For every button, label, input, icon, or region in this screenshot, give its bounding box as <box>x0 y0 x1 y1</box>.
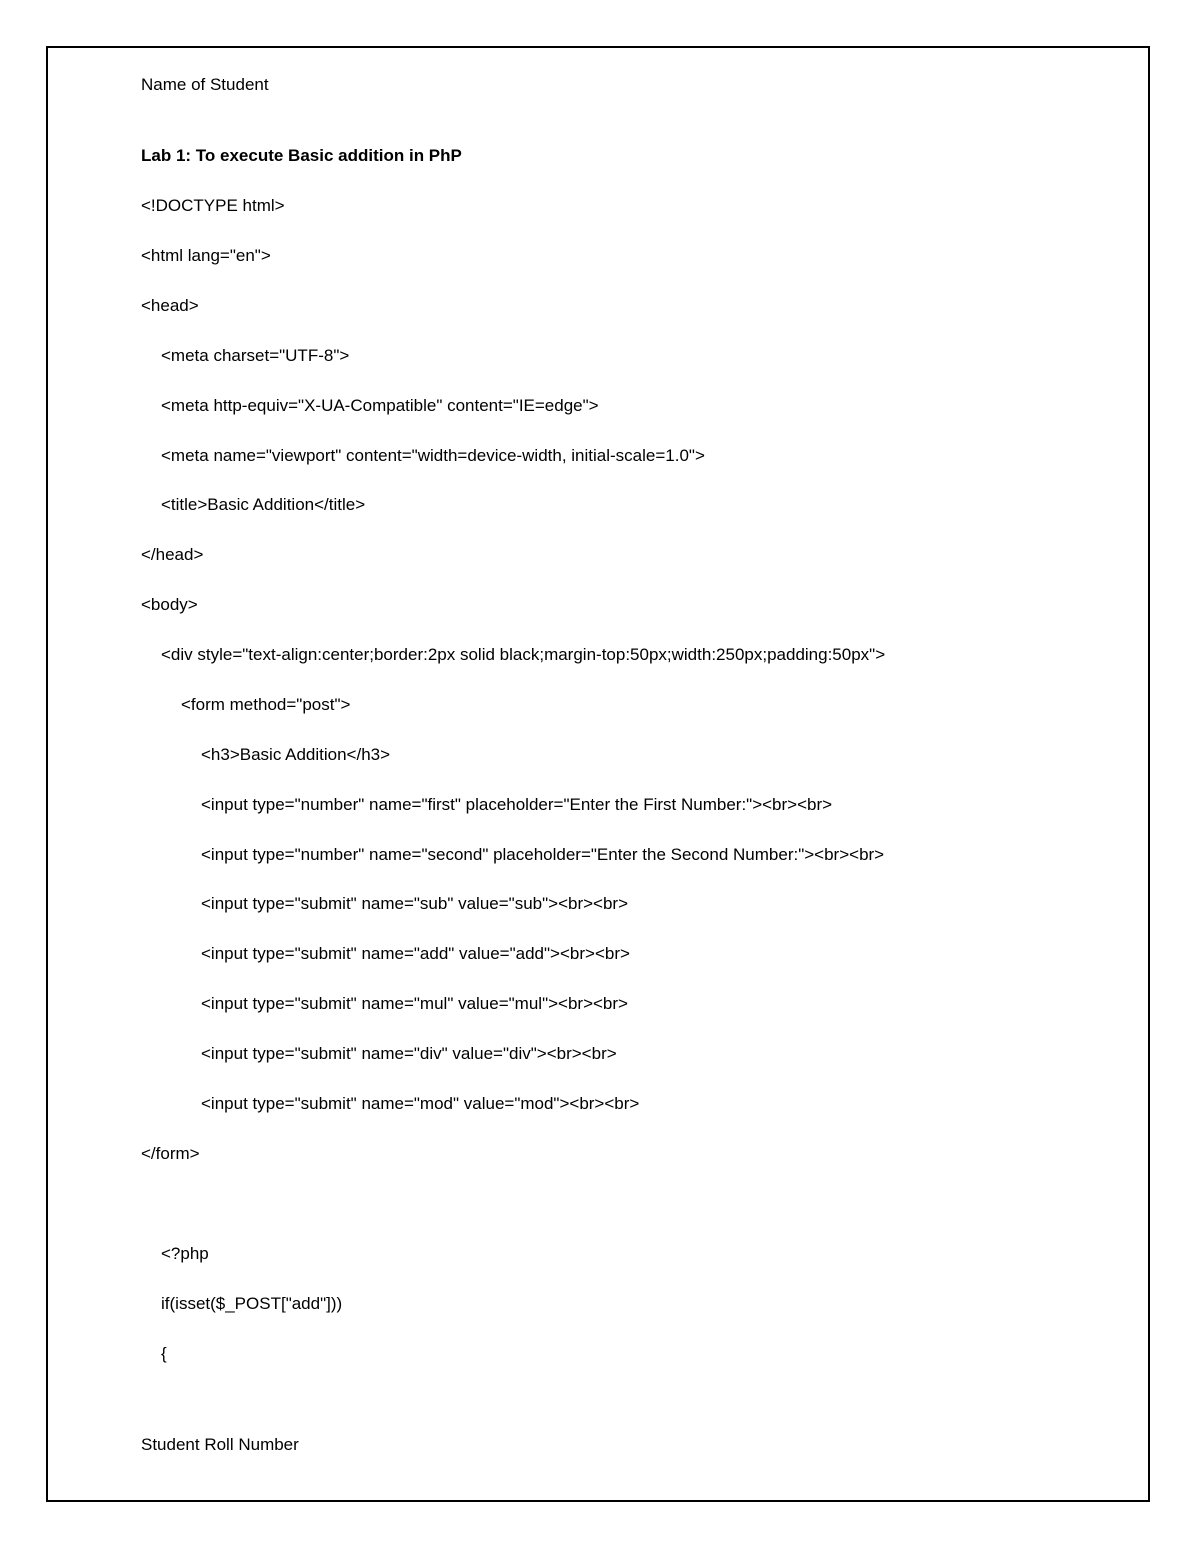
code-line: <html lang="en"> <box>141 246 271 265</box>
student-name-label: Name of Student <box>141 75 269 94</box>
roll-number-label: Student Roll Number <box>141 1435 299 1454</box>
code-line: <meta charset="UTF-8"> <box>161 346 350 365</box>
code-line: <title>Basic Addition</title> <box>161 495 366 514</box>
code-line: <input type="number" name="second" placeholder="Enter the Second Number:"><br><br> <box>201 845 885 864</box>
code-line: { <box>161 1344 167 1363</box>
code-line: </head> <box>141 545 204 564</box>
code-line: <input type="submit" name="sub" value="sub"><br><br> <box>201 894 629 913</box>
code-line: <head> <box>141 296 199 315</box>
code-line: <form method="post"> <box>181 695 351 714</box>
code-line: <?php <box>161 1244 209 1263</box>
code-line: <input type="number" name="first" placeholder="Enter the First Number:"><br><br> <box>201 795 833 814</box>
code-line: if(isset($_POST["add"])) <box>161 1294 343 1313</box>
code-line: <!DOCTYPE html> <box>141 196 285 215</box>
code-line: <h3>Basic Addition</h3> <box>201 745 391 764</box>
code-line: <input type="submit" name="div" value="div"><br><br> <box>201 1044 617 1063</box>
code-line: <body> <box>141 595 198 614</box>
code-line: <meta name="viewport" content="width=device-width, initial-scale=1.0"> <box>161 446 705 465</box>
code-line: <input type="submit" name="mul" value="mul"><br><br> <box>201 994 628 1013</box>
code-line: <meta http-equiv="X-UA-Compatible" content="IE=edge"> <box>161 396 599 415</box>
code-line: <div style="text-align:center;border:2px solid black;margin-top:50px;width:250px;padding:50px"> <box>161 645 886 664</box>
code-line: </form> <box>141 1144 200 1163</box>
code-line: <input type="submit" name="add" value="add"><br><br> <box>201 944 630 963</box>
lab-title: Lab 1: To execute Basic addition in PhP <box>141 146 462 165</box>
code-line: <input type="submit" name="mod" value="mod"><br><br> <box>201 1094 640 1113</box>
